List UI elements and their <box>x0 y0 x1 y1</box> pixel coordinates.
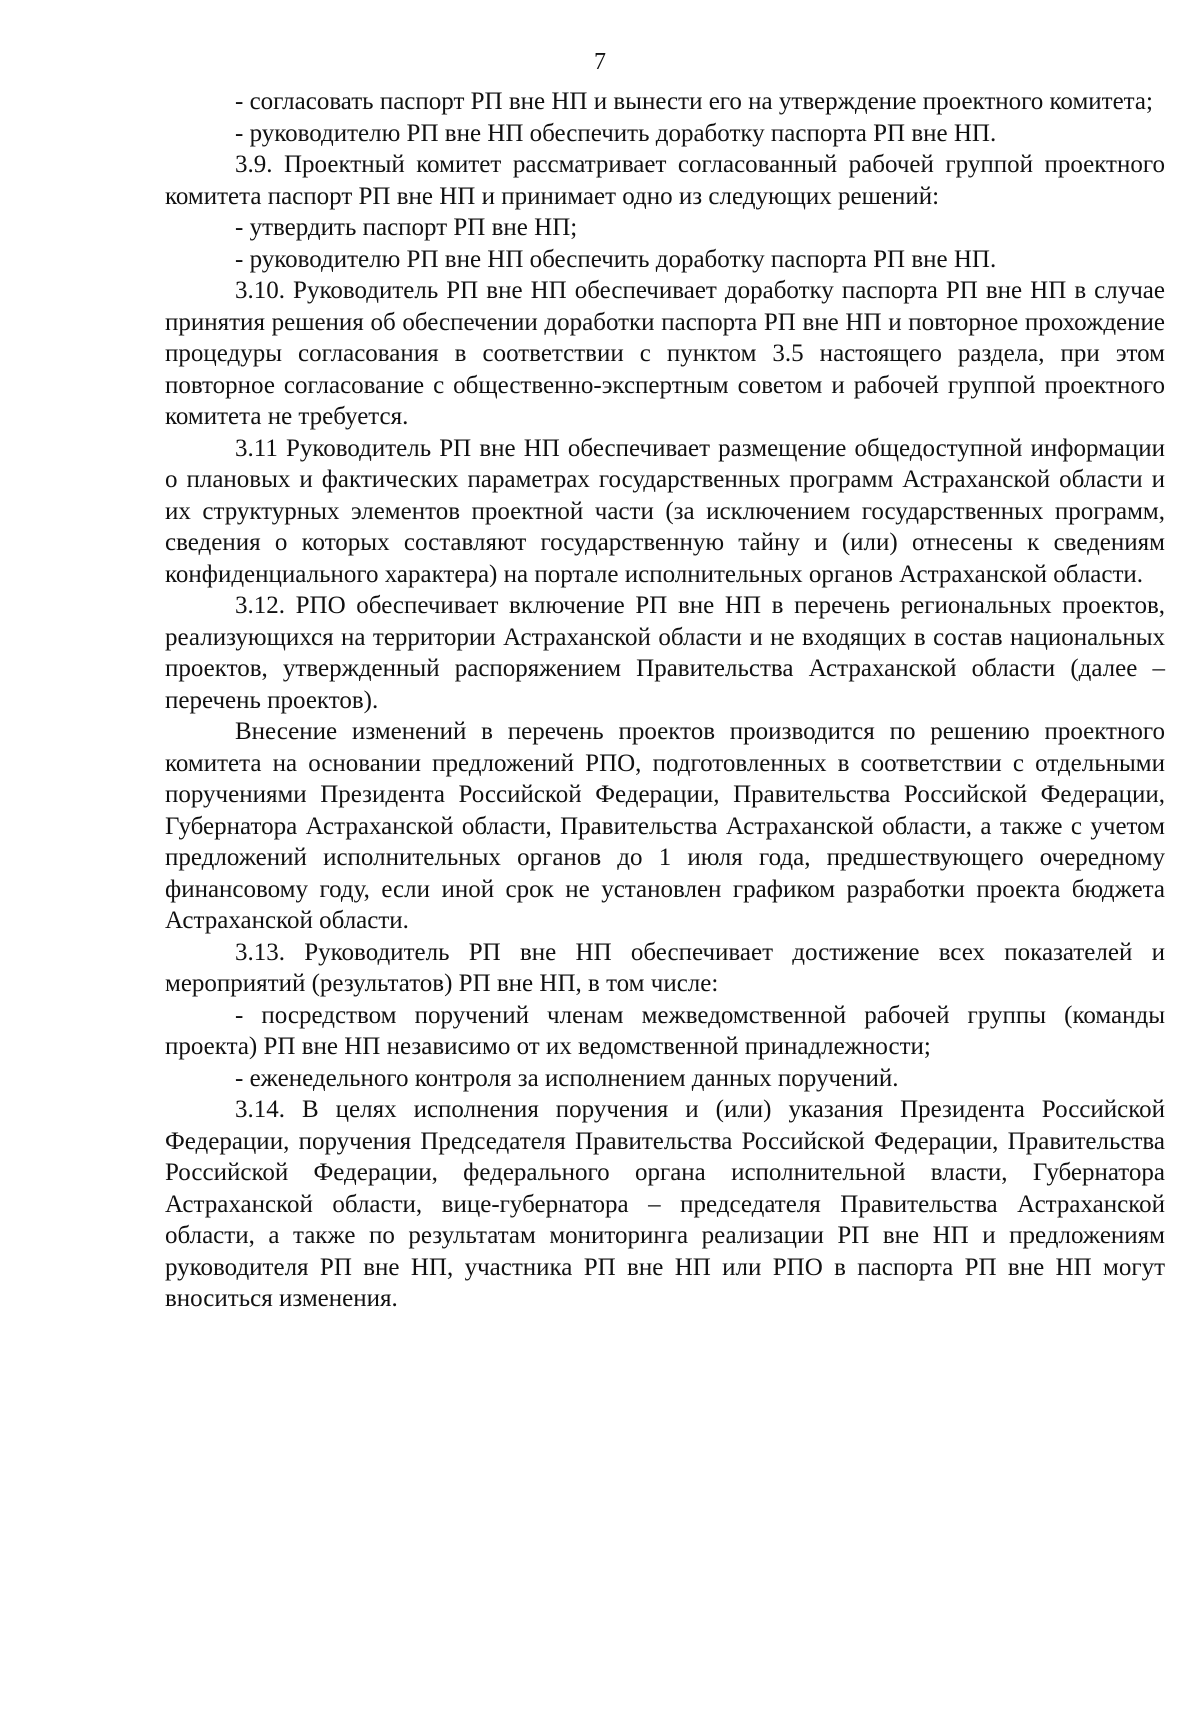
paragraph: 3.11 Руководитель РП вне НП обеспечивает размещение общедоступной информации о плановых и фактических параметрах государственных программ Астраханской области и их структурных элементов проектной части (за исключением государственных программ, сведения о которых составляют государственную тайну и (или) отнесены к сведениям конфиденциального характера) на портале исполнительных органов Астраханской области. <box>165 434 1165 588</box>
paragraph: 3.13. Руководитель РП вне НП обеспечивает достижение всех показателей и мероприятий (результатов) РП вне НП, в том числе: <box>165 938 1165 997</box>
paragraph: - согласовать паспорт РП вне НП и вынести его на утверждение проектного комитета; <box>235 88 1153 115</box>
page-number: 7 <box>594 49 606 75</box>
paragraph: Внесение изменений в перечень проектов производится по решению проектного комитета на основании предложений РПО, подготовленных в соответствии с отдельными поручениями Президента Российской Федерации, Правительства Российской Федерации, Губернатора Астраханской области, Правительства Астраханской области, а также с учетом предложений исполнительных органов до 1 июля года, предшествующего очередному финансовому году, если иной срок не установлен графиком разработки проекта бюджета Астраханской области. <box>165 718 1165 934</box>
paragraph: - руководителю РП вне НП обеспечить доработку паспорта РП вне НП. <box>235 119 997 147</box>
document-body <box>165 86 1165 1315</box>
paragraph: 3.12. РПО обеспечивает включение РП вне НП в перечень региональных проектов, реализующихся на территории Астраханской области и не входящих в состав национальных проектов, утвержденный распоряжением Правительства Астраханской области (далее – перечень проектов). <box>165 592 1165 714</box>
paragraph: - руководителю РП вне НП обеспечить доработку паспорта РП вне НП. <box>235 245 997 273</box>
paragraph: - утвердить паспорт РП вне НП; <box>235 214 578 241</box>
paragraph: - еженедельного контроля за исполнением данных поручений. <box>235 1064 899 1092</box>
paragraph: 3.14. В целях исполнения поручения и (или) указания Президента Российской Федерации, поручения Председателя Правительства Российской Федерации, Правительства Российской Федерации, федерального органа исполнительной власти, Губернатора Астраханской области, вице-губернатора – председателя Правительства Астраханской области, а также по результатам мониторинга реализации РП вне НП и предложениям руководителя РП вне НП, участника РП вне НП или РПО в паспорта РП вне НП могут вноситься изменения. <box>165 1096 1165 1312</box>
paragraph: 3.9. Проектный комитет рассматривает согласованный рабочей группой проектного комитета паспорт РП вне НП и принимает одно из следующих решений: <box>165 151 1165 210</box>
paragraph: - посредством поручений членам межведомственной рабочей группы (команды проекта) РП вне НП независимо от их ведомственной принадлежности; <box>165 1001 1165 1060</box>
paragraph: 3.10. Руководитель РП вне НП обеспечивает доработку паспорта РП вне НП в случае принятия решения об обеспечении доработки паспорта РП вне НП и повторное прохождение процедуры согласования в соответствии с пунктом 3.5 настоящего раздела, при этом повторное согласование с общественно-экспертным советом и рабочей группой проектного комитета не требуется. <box>165 277 1165 430</box>
